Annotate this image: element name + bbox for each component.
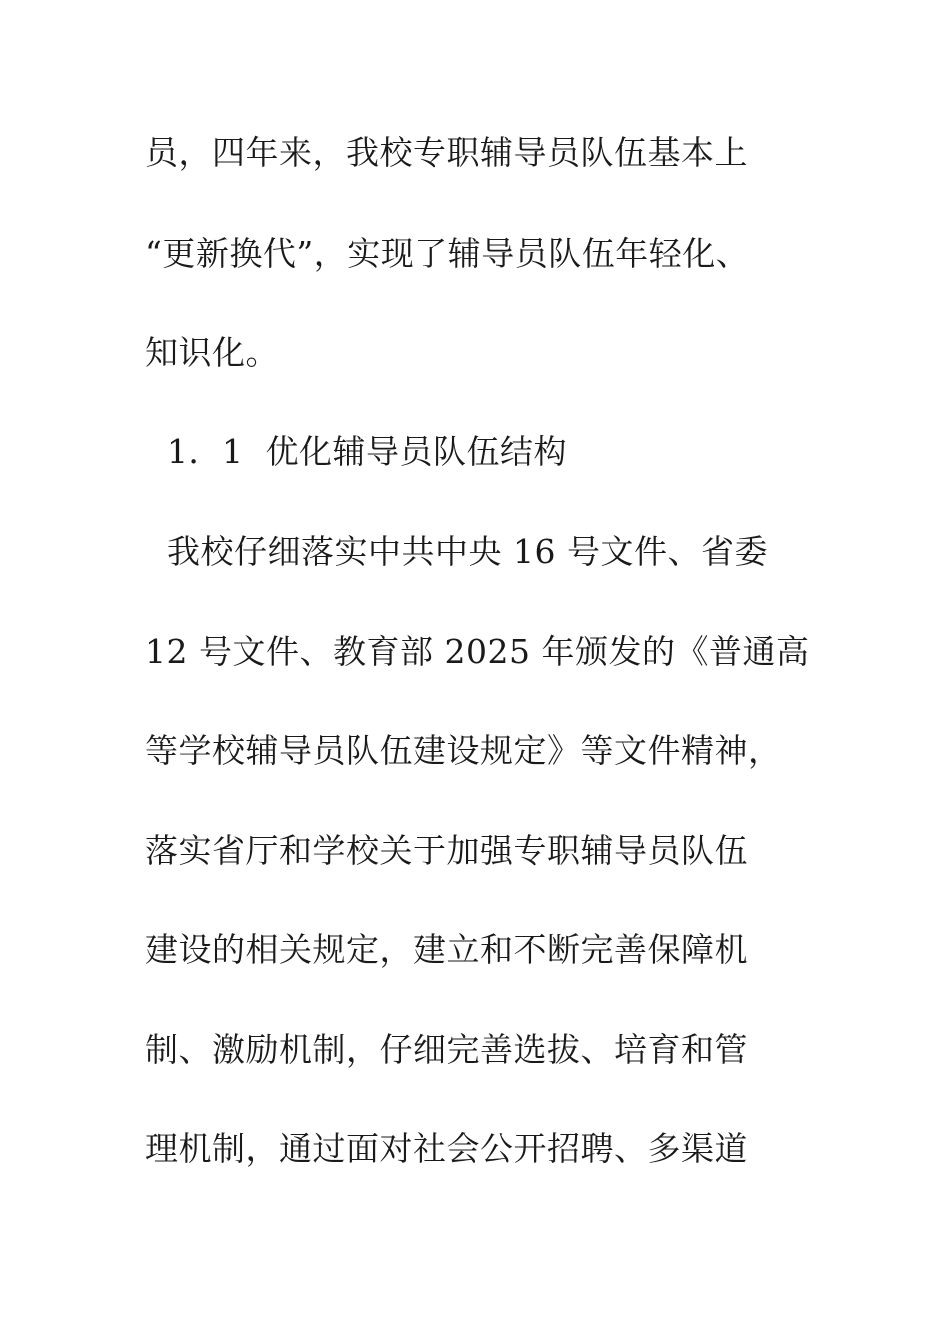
section-heading: 1．1 优化辅导员队伍结构	[145, 432, 567, 471]
text-line: 我校仔细落实中共中央 16 号文件、省委	[145, 532, 768, 571]
text-line: 建设的相关规定，建立和不断完善保障机	[145, 930, 748, 969]
text-line: “更新换代”，实现了辅导员队伍年轻化、	[145, 234, 750, 273]
text-line: 知识化。	[145, 333, 279, 372]
text-line: 12 号文件、教育部 2025 年颁发的《普通高	[145, 632, 810, 671]
text-line: 制、激励机制，仔细完善选拔、培育和管	[145, 1030, 748, 1069]
text-line: 落实省厅和学校关于加强专职辅导员队伍	[145, 831, 748, 870]
text-line: 理机制，通过面对社会公开招聘、多渠道	[145, 1129, 748, 1168]
text-line: 等学校辅导员队伍建设规定》等文件精神，	[145, 731, 782, 770]
text-line: 员，四年来，我校专职辅导员队伍基本上	[145, 133, 748, 172]
